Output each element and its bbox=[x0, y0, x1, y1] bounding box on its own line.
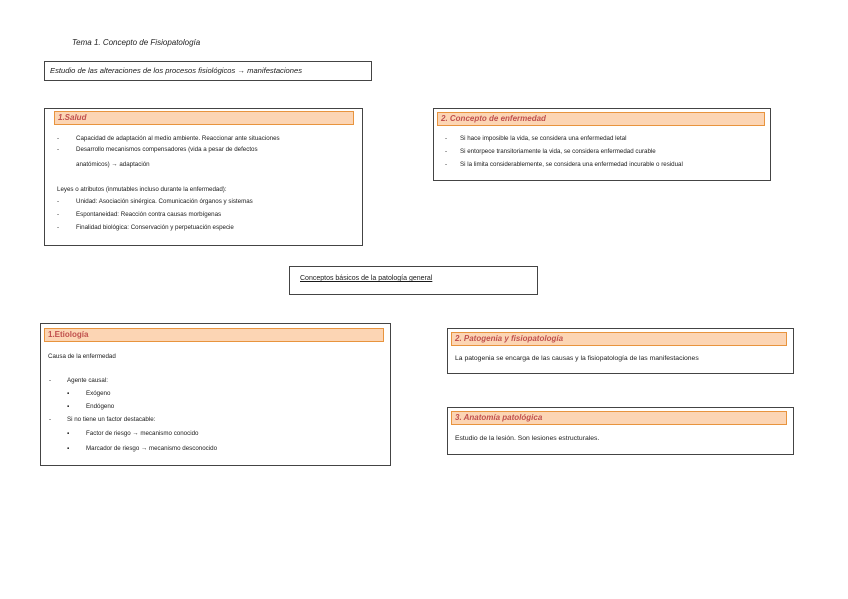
etiologia-no-factor-label: Si no tiene un factor destacable: bbox=[67, 416, 156, 423]
etiologia-agent-item: Exógeno bbox=[86, 390, 111, 397]
etiologia-card bbox=[40, 323, 391, 466]
salud-item: anatómicos) → adaptación bbox=[76, 161, 150, 168]
anatomia-text: Estudio de la lesión. Son lesiones estructurales. bbox=[455, 435, 600, 442]
bullet: - bbox=[445, 161, 448, 168]
bullet: ▪ bbox=[67, 445, 70, 452]
bullet: - bbox=[445, 135, 448, 142]
bullet: - bbox=[49, 377, 52, 384]
bullet: - bbox=[57, 146, 60, 153]
enfermedad-header: 2. Concepto de enfermedad bbox=[437, 112, 765, 126]
salud-law: Espontaneidad: Reacción contra causas morbígenas bbox=[76, 211, 222, 218]
salud-card bbox=[44, 108, 363, 246]
salud-header: 1.Salud bbox=[54, 111, 354, 125]
etiologia-intro: Causa de la enfermedad bbox=[48, 353, 116, 360]
document-title: Tema 1. Concepto de Fisiopatología bbox=[72, 38, 201, 47]
bullet: ▪ bbox=[67, 403, 70, 410]
salud-law: Finalidad biológica: Conservación y perpetuación especie bbox=[76, 224, 234, 231]
bullet: - bbox=[445, 148, 448, 155]
salud-item: Capacidad de adaptación al medio ambiente. Reaccionar ante situaciones bbox=[76, 135, 280, 142]
patogenia-card bbox=[447, 328, 794, 374]
bullet: - bbox=[57, 211, 60, 218]
enfermedad-item: Si la limita considerablemente, se considera una enfermedad incurable o residual bbox=[460, 161, 683, 168]
anatomia-card bbox=[447, 407, 794, 455]
bullet: - bbox=[57, 198, 60, 205]
bullet: - bbox=[49, 416, 52, 423]
bullet: ▪ bbox=[67, 430, 70, 437]
anatomia-header: 3. Anatomía patológica bbox=[451, 411, 787, 425]
patogenia-text: La patogenia se encarga de las causas y la fisiopatología de las manifestaciones bbox=[455, 355, 699, 362]
enfermedad-item: Si hace imposible la vida, se considera una enfermedad letal bbox=[460, 135, 627, 142]
bullet: - bbox=[57, 135, 60, 142]
etiologia-agent-label: Agente causal: bbox=[67, 377, 108, 384]
bullet: - bbox=[57, 224, 60, 231]
patogenia-header: 2. Patogenia y fisiopatología bbox=[451, 332, 787, 346]
subtitle-box: Estudio de las alteraciones de los procesos fisiológicos → manifestaciones bbox=[44, 61, 372, 81]
enfermedad-card bbox=[433, 108, 771, 181]
center-concept-box bbox=[289, 266, 538, 295]
salud-laws-title: Leyes o atributos (inmutables incluso durante la enfermedad): bbox=[57, 186, 227, 193]
bullet: ▪ bbox=[67, 390, 70, 397]
salud-item: Desarrollo mecanismos compensadores (vida a pesar de defectos bbox=[76, 146, 258, 153]
etiologia-agent-item: Endógeno bbox=[86, 403, 115, 410]
etiologia-no-factor-item: Marcador de riesgo → mecanismo desconocido bbox=[86, 445, 218, 452]
salud-law: Unidad: Asociación sinérgica. Comunicación órganos y sistemas bbox=[76, 198, 253, 205]
etiologia-header: 1.Etiología bbox=[44, 328, 384, 342]
enfermedad-item: Si entorpece transitoriamente la vida, se considera enfermedad curable bbox=[460, 148, 656, 155]
etiologia-no-factor-item: Factor de riesgo → mecanismo conocido bbox=[86, 430, 199, 437]
center-concept-label: Conceptos básicos de la patología general bbox=[300, 275, 433, 282]
